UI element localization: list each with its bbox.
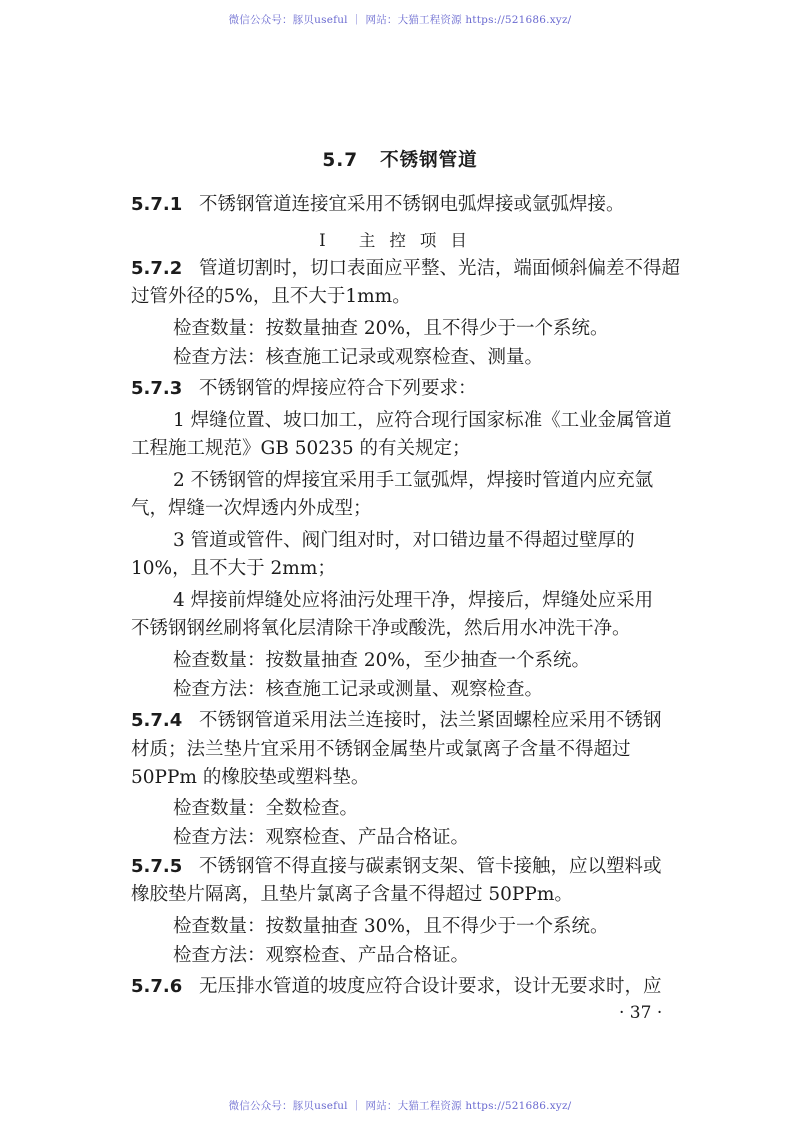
clause-text: 不锈钢管的焊接应符合下列要求： bbox=[199, 378, 477, 399]
check-quantity: 检查数量：按数量抽查 30%，且不得少于一个系统。 bbox=[173, 916, 609, 937]
clause-number: 5.7.2 bbox=[131, 258, 183, 279]
watermark-top: 微信公众号：豚贝useful ｜ 网站：大猫工程资源 https://521686.xyz/ bbox=[228, 14, 572, 26]
clause-text: 不锈钢管道连接宜采用不锈钢电弧焊接或氩弧焊接。 bbox=[199, 194, 625, 215]
clause-number: 5.7.1 bbox=[131, 194, 183, 215]
clause-text: 不锈钢管道采用法兰连接时，法兰紧固螺栓应采用不锈钢 bbox=[199, 710, 662, 731]
check-method: 检查方法：核查施工记录或观察检查、测量。 bbox=[173, 347, 544, 368]
check-method: 检查方法：核查施工记录或测量、观察检查。 bbox=[173, 679, 544, 700]
list-item: 4 焊接前焊缝处应将油污处理干净，焊接后，焊缝处应采用 bbox=[173, 590, 654, 611]
clause-text: 管道切割时，切口表面应平整、光洁，端面倾斜偏差不得超 bbox=[199, 258, 681, 279]
check-method: 检查方法：观察检查、产品合格证。 bbox=[173, 827, 470, 848]
list-item: 不锈钢钢丝刷将氧化层清除干净或酸洗，然后用水冲洗干净。 bbox=[131, 618, 631, 639]
watermark-bottom: 微信公众号：豚贝useful ｜ 网站：大猫工程资源 https://521686.xyz/ bbox=[228, 1100, 572, 1112]
list-item: 2 不锈钢管的焊接宜采用手工氩弧焊，焊接时管道内应充氩 bbox=[173, 470, 654, 491]
clause-number: 5.7.5 bbox=[131, 856, 183, 877]
clause-text: 不锈钢管不得直接与碳素钢支架、管卡接触，应以塑料或 bbox=[199, 856, 662, 877]
clause-text: 50PPm 的橡胶垫或塑料垫。 bbox=[131, 767, 370, 788]
list-item: 1 焊缝位置、坡口加工，应符合现行国家标准《工业金属管道 bbox=[173, 410, 672, 431]
section-number: 5.7 bbox=[322, 150, 359, 171]
clause-number: 5.7.6 bbox=[131, 976, 183, 997]
check-method: 检查方法：观察检查、产品合格证。 bbox=[173, 945, 470, 966]
clause-number: 5.7.3 bbox=[131, 378, 183, 399]
clause-text: 材质；法兰垫片宜采用不锈钢金属垫片或氯离子含量不得超过 bbox=[131, 739, 631, 760]
clause-text: 过管外径的5%，且不大于1mm。 bbox=[131, 286, 411, 307]
section-heading bbox=[0, 146, 800, 172]
check-quantity: 检查数量：按数量抽查 20%，至少抽查一个系统。 bbox=[173, 650, 591, 671]
clause-text: 无压排水管道的坡度应符合设计要求，设计无要求时，应 bbox=[199, 976, 662, 997]
section-title: 不锈钢管道 bbox=[380, 150, 478, 171]
clause-text: 橡胶垫片隔离，且垫片氯离子含量不得超过 50PPm。 bbox=[131, 884, 573, 905]
list-item: 工程施工规范》GB 50235 的有关规定； bbox=[131, 438, 471, 459]
check-quantity: 检查数量：按数量抽查 20%，且不得少于一个系统。 bbox=[173, 318, 609, 339]
check-quantity: 检查数量：全数检查。 bbox=[173, 798, 359, 819]
list-item: 气，焊缝一次焊透内外成型； bbox=[131, 498, 372, 519]
page-number: · 37 · bbox=[619, 1003, 663, 1023]
list-item: 3 管道或管件、阀门组对时，对口错边量不得超过壁厚的 bbox=[173, 530, 635, 551]
subsection-heading: Ⅰ 主控项目 bbox=[319, 231, 481, 250]
list-item: 10%，且不大于 2mm； bbox=[131, 558, 336, 579]
clause-number: 5.7.4 bbox=[131, 710, 183, 731]
